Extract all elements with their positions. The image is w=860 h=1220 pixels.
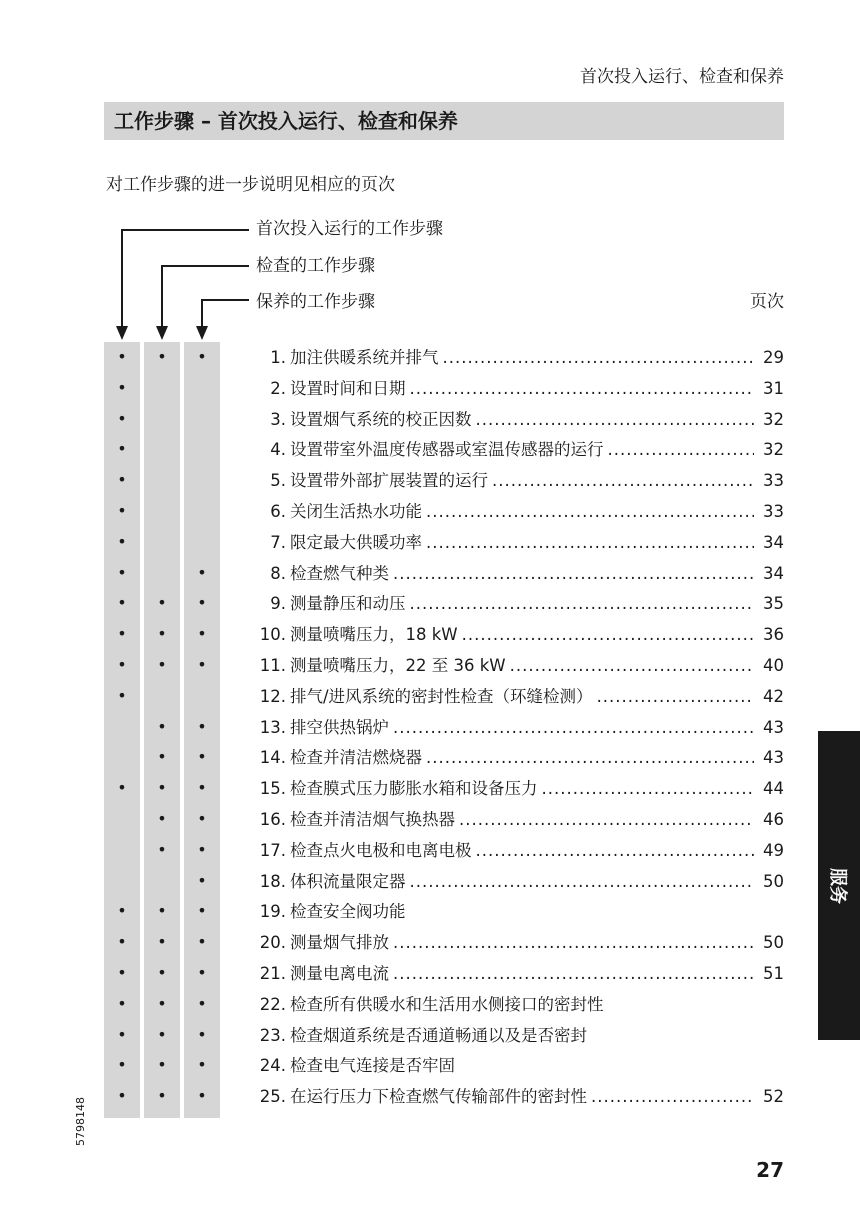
arrow-down-icon: [156, 326, 168, 340]
maintenance-dot: •: [197, 808, 207, 828]
inspection-dot: •: [157, 778, 167, 798]
step-label: 排空供热锅炉: [290, 717, 389, 737]
step-label: 设置烟气系统的校正因数: [290, 409, 472, 429]
maintenance-dot: •: [197, 716, 207, 736]
dot-leader: [476, 410, 755, 430]
step-label: 限定最大供暖功率: [290, 532, 422, 552]
maintenance-dot: •: [197, 962, 207, 982]
inspection-dot: •: [157, 1086, 167, 1106]
step-label: 测量喷嘴压力，18 kW: [290, 625, 458, 645]
step-page: 49: [763, 840, 784, 860]
commissioning-dot: •: [117, 439, 127, 459]
commissioning-dot: •: [117, 778, 127, 798]
commissioning-dot: •: [117, 408, 127, 428]
step-label: 设置带外部扩展装置的运行: [290, 471, 488, 491]
step-page: 33: [763, 501, 784, 521]
commissioning-dot: •: [117, 993, 127, 1013]
title-bar: 工作步骤 – 首次投入运行、检查和保养: [104, 102, 784, 140]
step-number: 10.: [259, 625, 286, 645]
step-label: 检查安全阀功能: [290, 902, 406, 922]
step-label: 测量电离电流: [290, 963, 389, 983]
step-number: 2.: [270, 378, 286, 398]
step-label: 关闭生活热水功能: [290, 501, 422, 521]
table-row: [0, 434, 860, 465]
inspection-dot: •: [157, 1055, 167, 1075]
step-number: 1.: [270, 348, 286, 367]
dot-leader: [459, 1056, 754, 1076]
maintenance-dot: •: [197, 932, 207, 952]
step-page: 44: [763, 779, 784, 799]
dot-leader: [510, 656, 754, 676]
document-number: 5798148: [74, 1097, 87, 1146]
dot-leader: [492, 471, 754, 491]
maintenance-dot: •: [197, 593, 207, 613]
step-label: 测量喷嘴压力，22 至 36 kW: [290, 655, 506, 675]
inspection-dot: •: [157, 901, 167, 921]
table-row: [0, 650, 860, 681]
dot-leader: [462, 625, 754, 645]
step-number: 6.: [270, 501, 286, 521]
step-label: 检查点火电极和电离电极: [290, 840, 472, 860]
commissioning-dot: •: [117, 593, 127, 613]
section-header: 首次投入运行、检查和保养: [580, 67, 784, 87]
table-row: [0, 342, 860, 373]
step-number: 12.: [259, 686, 286, 706]
dot-leader: [476, 841, 755, 861]
commissioning-dot: •: [117, 1024, 127, 1044]
step-number: 4.: [270, 440, 286, 460]
step-number: 25.: [259, 1087, 286, 1107]
table-row: [0, 681, 860, 712]
legend-line-maintenance-v: [201, 299, 203, 327]
step-page: 29: [763, 348, 784, 367]
inspection-dot: •: [157, 716, 167, 736]
table-row: [0, 619, 860, 650]
dot-leader: [393, 933, 754, 953]
table-row: [0, 558, 860, 589]
step-label: 检查烟道系统是否通道畅通以及是否密封: [290, 1025, 587, 1045]
table-row: [0, 958, 860, 989]
step-page: 42: [763, 686, 784, 706]
intro-text: 对工作步骤的进一步说明见相应的页次: [106, 175, 395, 195]
step-label: 检查并清洁烟气换热器: [290, 809, 455, 829]
step-label: 体积流量限定器: [290, 871, 406, 891]
step-page: 36: [763, 625, 784, 645]
dot-leader: [591, 1026, 754, 1046]
step-page: [758, 1026, 784, 1046]
commissioning-dot: •: [117, 901, 127, 921]
step-number: 22.: [259, 994, 286, 1014]
step-label: 设置带室外温度传感器或室温传感器的运行: [290, 440, 604, 460]
table-row: [0, 404, 860, 435]
page-column-header: 页次: [750, 292, 784, 312]
step-number: 5.: [270, 471, 286, 491]
legend-line-commissioning-v: [121, 229, 123, 327]
commissioning-dot: •: [117, 470, 127, 490]
table-row: [0, 896, 860, 927]
commissioning-dot: •: [117, 932, 127, 952]
commissioning-dot: •: [117, 1055, 127, 1075]
commissioning-dot: •: [117, 500, 127, 520]
side-tab: [818, 731, 860, 1040]
inspection-dot: •: [157, 593, 167, 613]
step-number: 15.: [259, 779, 286, 799]
step-number: 14.: [259, 748, 286, 768]
step-number: 3.: [270, 409, 286, 429]
dot-leader: [393, 564, 754, 584]
step-number: 24.: [259, 1056, 286, 1076]
table-row: [0, 927, 860, 958]
maintenance-dot: •: [197, 901, 207, 921]
dot-leader: [608, 995, 755, 1015]
maintenance-dot: •: [197, 778, 207, 798]
maintenance-dot: •: [197, 347, 207, 366]
step-page: 40: [763, 655, 784, 675]
step-label: 检查所有供暖水和生活用水侧接口的密封性: [290, 994, 604, 1014]
maintenance-dot: •: [197, 562, 207, 582]
commissioning-dot: •: [117, 624, 127, 644]
dot-leader: [410, 594, 755, 614]
step-label: 测量烟气排放: [290, 933, 389, 953]
commissioning-dot: •: [117, 685, 127, 705]
table-row: [0, 773, 860, 804]
step-page: 33: [763, 471, 784, 491]
step-number: 18.: [259, 871, 286, 891]
maintenance-dot: •: [197, 654, 207, 674]
dot-leader: [597, 687, 754, 707]
maintenance-dot: •: [197, 993, 207, 1013]
legend-line-maintenance-h: [201, 299, 249, 301]
dot-leader: [410, 872, 755, 892]
step-label: 测量静压和动压: [290, 594, 406, 614]
table-row: [0, 835, 860, 866]
step-page: [758, 995, 784, 1015]
step-page: 52: [763, 1087, 784, 1107]
table-row: [0, 1020, 860, 1051]
step-page: 43: [763, 748, 784, 768]
step-page: [758, 902, 784, 922]
dot-leader: [410, 902, 755, 922]
legend-line-commissioning-h: [121, 229, 249, 231]
table-row: [0, 1081, 860, 1112]
inspection-dot: •: [157, 624, 167, 644]
dot-leader: [393, 964, 754, 984]
maintenance-dot: •: [197, 1055, 207, 1075]
arrow-down-icon: [116, 326, 128, 340]
step-label: 检查并清洁燃烧器: [290, 748, 422, 768]
inspection-dot: •: [157, 747, 167, 767]
maintenance-dot: •: [197, 1086, 207, 1106]
commissioning-dot: •: [117, 377, 127, 397]
inspection-dot: •: [157, 962, 167, 982]
step-number: 21.: [259, 963, 286, 983]
inspection-dot: •: [157, 1024, 167, 1044]
step-number: 19.: [259, 902, 286, 922]
inspection-dot: •: [157, 654, 167, 674]
legend-inspection-label: 检查的工作步骤: [256, 256, 375, 276]
step-page: 32: [763, 440, 784, 460]
commissioning-dot: •: [117, 562, 127, 582]
step-page: 46: [763, 809, 784, 829]
step-page: 34: [763, 563, 784, 583]
step-label: 检查膜式压力膨胀水箱和设备压力: [290, 779, 538, 799]
step-number: 23.: [259, 1025, 286, 1045]
dot-leader: [426, 502, 754, 522]
step-label: 检查燃气种类: [290, 563, 389, 583]
legend-line-inspection-h: [161, 265, 249, 267]
step-page: 34: [763, 532, 784, 552]
inspection-dot: •: [157, 347, 167, 366]
step-page: 50: [763, 933, 784, 953]
step-page: 31: [763, 378, 784, 398]
dot-leader: [459, 810, 754, 830]
table-row: [0, 804, 860, 835]
dot-leader: [393, 718, 754, 738]
table-row: [0, 1050, 860, 1081]
step-page: 35: [763, 594, 784, 614]
table-row: [0, 373, 860, 404]
maintenance-dot: •: [197, 839, 207, 859]
step-label: 排气/进风系统的密封性检查（环缝检测）: [290, 686, 593, 706]
dot-leader: [591, 1087, 754, 1107]
legend-commissioning-label: 首次投入运行的工作步骤: [256, 219, 443, 239]
step-number: 8.: [270, 563, 286, 583]
step-number: 13.: [259, 717, 286, 737]
table-row: [0, 527, 860, 558]
commissioning-dot: •: [117, 654, 127, 674]
table-row: [0, 989, 860, 1020]
dot-leader: [443, 348, 755, 368]
step-label: 检查电气连接是否牢固: [290, 1056, 455, 1076]
step-page: 50: [763, 871, 784, 891]
dot-leader: [426, 748, 754, 768]
inspection-dot: •: [157, 839, 167, 859]
maintenance-dot: •: [197, 624, 207, 644]
maintenance-dot: •: [197, 870, 207, 890]
legend-maintenance-label: 保养的工作步骤: [256, 292, 375, 312]
dot-leader: [410, 379, 755, 399]
dot-leader: [542, 779, 755, 799]
step-page: [758, 1056, 784, 1076]
step-number: 11.: [259, 655, 286, 675]
step-number: 16.: [259, 809, 286, 829]
dot-leader: [426, 533, 754, 553]
step-number: 9.: [270, 594, 286, 614]
inspection-dot: •: [157, 932, 167, 952]
maintenance-dot: •: [197, 1024, 207, 1044]
table-row: [0, 588, 860, 619]
step-label: 在运行压力下检查燃气传输部件的密封性: [290, 1087, 587, 1107]
steps-list: [0, 342, 860, 1112]
step-page: 51: [763, 963, 784, 983]
legend-line-inspection-v: [161, 265, 163, 327]
step-number: 20.: [259, 933, 286, 953]
commissioning-dot: •: [117, 1086, 127, 1106]
step-number: 7.: [270, 532, 286, 552]
inspection-dot: •: [157, 808, 167, 828]
side-tab-label: 服务: [827, 867, 848, 904]
commissioning-dot: •: [117, 962, 127, 982]
table-row: [0, 712, 860, 743]
commissioning-dot: •: [117, 347, 127, 366]
table-row: [0, 866, 860, 897]
step-page: 32: [763, 409, 784, 429]
table-row: [0, 742, 860, 773]
arrow-down-icon: [196, 326, 208, 340]
step-label: 加注供暖系统并排气: [290, 348, 439, 367]
table-row: [0, 496, 860, 527]
page-number: 27: [756, 1158, 784, 1182]
dot-leader: [608, 440, 755, 460]
inspection-dot: •: [157, 993, 167, 1013]
table-row: [0, 465, 860, 496]
step-number: 17.: [259, 840, 286, 860]
maintenance-dot: •: [197, 747, 207, 767]
commissioning-dot: •: [117, 531, 127, 551]
step-page: 43: [763, 717, 784, 737]
step-label: 设置时间和日期: [290, 378, 406, 398]
